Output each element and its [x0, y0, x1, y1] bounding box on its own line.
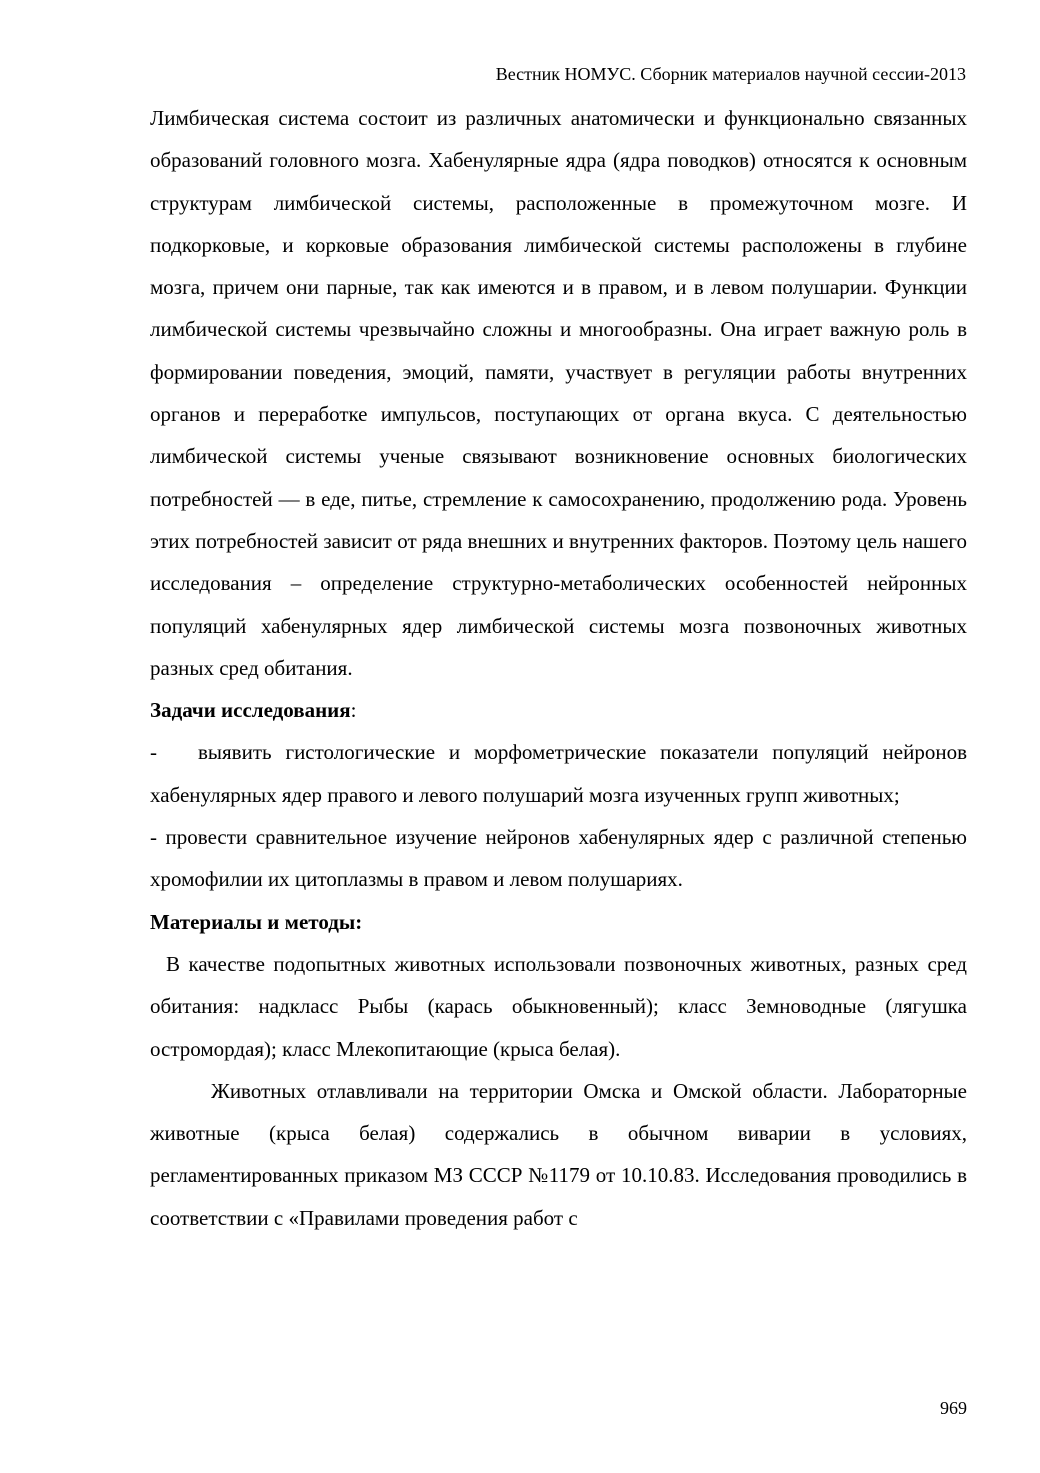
- running-header: Вестник НОМУС. Сборник материалов научной сессии-2013: [495, 64, 966, 84]
- tasks-heading-line: [150, 689, 967, 731]
- tasks-heading: Задачи исследования: [150, 698, 351, 723]
- task-item-1-dash: -: [150, 740, 157, 765]
- page-number: 969: [940, 1398, 967, 1418]
- article-body: [150, 97, 967, 1239]
- task-item-1: [150, 731, 967, 816]
- methods-paragraph-2: Животных отлавливали на территории Омска и Омской области. Лабораторные животные (крыса белая) содержались в обычном виварии в условиях, регламентированных приказом МЗ СССР №1179 от 10.10.83. Исследования проводились в соответствии с «Правилами проведения работ с: [150, 1078, 967, 1230]
- methods-heading: Материалы и методы:: [150, 909, 363, 934]
- task-item-2: - провести сравнительное изучение нейронов хабенулярных ядер с различной степенью хромофилии их цитоплазмы в правом и левом полушариях.: [150, 825, 967, 892]
- task-item-1-text: выявить гистологические и морфометрические показатели популяций нейронов хабенулярных ядер правого и левого полушарий мозга изученных групп животных;: [150, 740, 967, 807]
- intro-paragraph: Лимбическая система состоит из различных анатомически и функционально связанных образований головного мозга. Хабенулярные ядра (ядра поводков) относятся к основным структурам лимбической системы, расположенные в промежуточном мозге. И подкорковые, и корковые образования лимбической системы расположены в глубине мозга, причем они парные, так как имеются и в правом, и в левом полушарии. Функции лимбической системы чрезвычайно сложны и многообразны. Она играет важную роль в формировании поведения, эмоций, памяти, участвует в регуляции работы внутренних органов и переработке импульсов, поступающих от органа вкуса. С деятельностью лимбической системы ученые связывают возникновение основных биологических потребностей — в еде, питье, стремление к самосохранению, продолжению рода. Уровень этих потребностей зависит от ряда внешних и внутренних факторов. Поэтому цель нашего исследования – определение структурно-метаболических особенностей нейронных популяций хабенулярных ядер лимбической системы мозга позвоночных животных разных сред обитания.: [150, 106, 967, 680]
- methods-paragraph-1: В качестве подопытных животных использовали позвоночных животных, разных сред обитания: надкласс Рыбы (карась обыкновенный); класс Земноводные (лягушка остромордая); класс Млекопитающие (крыса белая).: [150, 951, 967, 1061]
- tasks-heading-colon: :: [350, 698, 357, 723]
